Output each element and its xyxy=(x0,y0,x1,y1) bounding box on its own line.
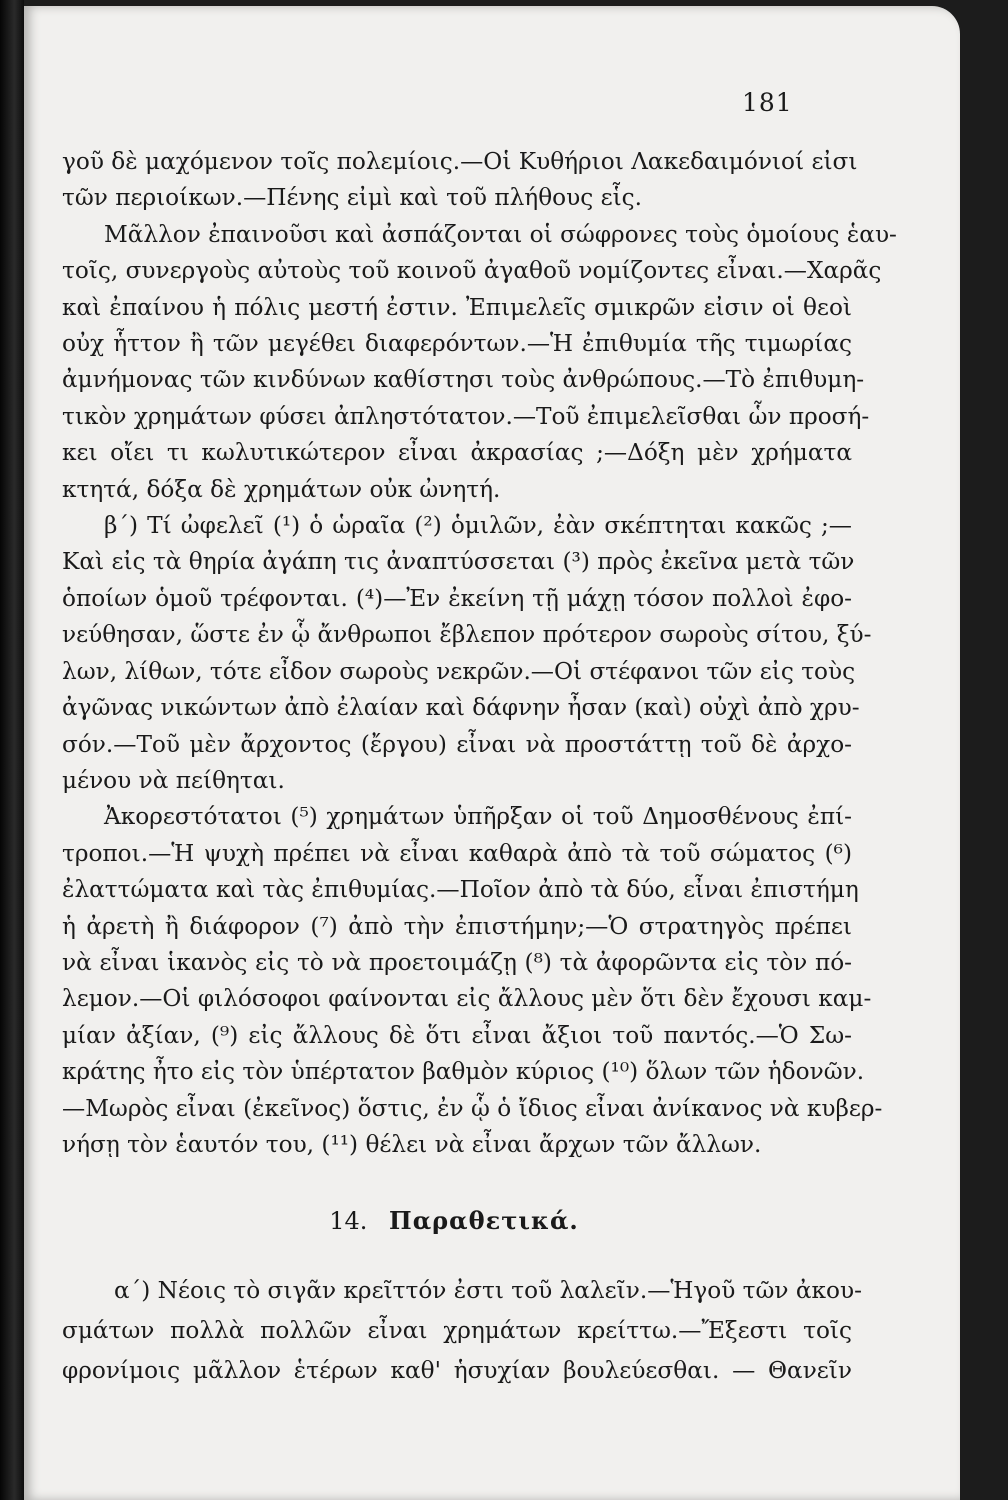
body-text xyxy=(62,144,897,1163)
section-number: 14. xyxy=(329,1207,368,1235)
text-line: λων, λίθων, τότε εἶδον σωροὺς νεκρῶν.—Οἱ στέφανοι τῶν εἰς τοὺς xyxy=(62,657,856,685)
text-line: σόν.—Τοῦ μὲν ἄρχοντος (ἔργου) εἶναι νὰ προστάττῃ τοῦ δὲ ἀρχο- xyxy=(62,730,852,758)
text-line: καὶ ἐπαίνου ἡ πόλις μεστή ἐστιν. Ἐπιμελεῖς σμικρῶν εἰσιν οἱ θεοὶ xyxy=(62,293,852,321)
section-text xyxy=(62,1271,862,1391)
text-line: μίαν ἀξίαν, (⁹) εἰς ἄλλους δὲ ὅτι εἶναι ἄξιοι τοῦ παντός.—Ὁ Σω- xyxy=(62,1021,852,1049)
text-line: νήσῃ τὸν ἑαυτόν του, (¹¹) θέλει νὰ εἶναι ἄρχων τῶν ἄλλων. xyxy=(62,1130,762,1158)
text-line: γοῦ δὲ μαχόμενον τοῖς πολεμίοις.—Οἱ Κυθήριοι Λακεδαιμόνιοί εἰσι xyxy=(62,148,858,175)
text-line: τῶν περιοίκων.—Πένης εἰμὶ καὶ τοῦ πλήθους εἷς. xyxy=(62,184,643,212)
book-page xyxy=(24,6,960,1500)
text-line: ἡ ἀρετὴ ἢ διάφορον (⁷) ἀπὸ τὴν ἐπιστήμην;—Ὁ στρατηγὸς πρέπει xyxy=(62,912,852,940)
scan-binding-edge xyxy=(0,0,24,1500)
section-title: Παραθετικά. xyxy=(389,1206,579,1235)
text-line: ἀμνήμονας τῶν κινδύνων καθίστησι τοὺς ἀνθρώπους.—Τὸ ἐπιθυμη- xyxy=(62,366,865,394)
text-line: κει οἴει τι κωλυτικώτερον εἶναι ἀκρασίας ;—Δόξη μὲν χρήματα xyxy=(62,439,852,467)
text-line: τοῖς, συνεργοὺς αὐτοὺς τοῦ κοινοῦ ἀγαθοῦ νομίζοντες εἶναι.—Χαρᾶς xyxy=(62,257,882,285)
text-line: κράτης ἦτο εἰς τὸν ὑπέρτατον βαθμὸν κύριος (¹⁰) ὅλων τῶν ἡδονῶν. xyxy=(62,1058,865,1086)
text-line: φρονίμοις μᾶλλον ἑτέρων καθ' ἡσυχίαν βουλεύεσθαι. — Θανεῖν xyxy=(62,1357,852,1384)
text-line: κτητά, δόξα δὲ χρημάτων οὐκ ὠνητή. xyxy=(62,475,501,503)
text-line: λεμον.—Οἱ φιλόσοφοι φαίνονται εἰς ἄλλους μὲν ὅτι δὲν ἔχουσι καμ- xyxy=(62,985,872,1013)
text-line: Ἀκορεστότατοι (⁵) χρημάτων ὑπῆρξαν οἱ τοῦ Δημοσθένους ἐπί- xyxy=(104,803,852,831)
text-line: σμάτων πολλὰ πολλῶν εἶναι χρημάτων κρείττω.—Ἔξεστι τοῖς xyxy=(62,1317,852,1344)
text-line: β΄) Τί ὠφελεῖ (¹) ὁ ὡραῖα (²) ὁμιλῶν, ἐὰν σκέπτηται κακῶς ;— xyxy=(104,512,852,540)
text-line: ἀγῶνας νικώντων ἀπὸ ἐλαίαν καὶ δάφνην ἦσαν (καὶ) οὐχὶ ἀπὸ χρυ- xyxy=(62,694,860,722)
text-line: τροποι.—Ἡ ψυχὴ πρέπει νὰ εἶναι καθαρὰ ἀπὸ τὰ τοῦ σώματος (⁶) xyxy=(62,839,852,867)
text-line: —Μωρὸς εἶναι (ἐκεῖνος) ὅστις, ἐν ᾧ ὁ ἴδιος εἶναι ἀνίκανος νὰ κυβερ- xyxy=(62,1094,883,1122)
page-number: 181 xyxy=(742,88,793,117)
text-line: οὐχ ἧττον ἢ τῶν μεγέθει διαφερόντων.—Ἡ ἐπιθυμία τῆς τιμωρίας xyxy=(62,330,852,358)
text-line: μένου νὰ πείθηται. xyxy=(62,766,285,794)
text-line: νὰ εἶναι ἱκανὸς εἰς τὸ νὰ προετοιμάζῃ (⁸) τὰ ἀφορῶντα εἰς τὸν πό- xyxy=(62,948,852,976)
text-line: Μᾶλλον ἐπαινοῦσι καὶ ἀσπάζονται οἱ σώφρονες τοὺς ὁμοίους ἑαυ- xyxy=(104,220,897,248)
text-line: α΄) Νέοις τὸ σιγᾶν κρεῖττόν ἐστι τοῦ λαλεῖν.—Ἡγοῦ τῶν ἀκου- xyxy=(114,1277,862,1304)
text-line: ὁποίων ὁμοῦ τρέφονται. (⁴)—Ἐν ἐκείνη τῇ μάχῃ τόσον πολλοὶ ἐφο- xyxy=(62,584,852,612)
text-line: τικὸν χρημάτων φύσει ἀπληστότατον.—Τοῦ ἐπιμελεῖσθαι ὧν προσή- xyxy=(62,402,870,430)
section-heading xyxy=(24,1206,884,1235)
text-line: Καὶ εἰς τὰ θηρία ἀγάπη τις ἀναπτύσσεται (³) πρὸς ἐκεῖνα μετὰ τῶν xyxy=(62,548,855,576)
text-line: νεύθησαν, ὥστε ἐν ᾧ ἄνθρωποι ἔβλεπον πρότερον σωροὺς σίτου, ξύ- xyxy=(62,621,872,649)
text-line: ἐλαττώματα καὶ τὰς ἐπιθυμίας.—Ποῖον ἀπὸ τὰ δύο, εἶναι ἐπιστήμη xyxy=(62,876,859,904)
